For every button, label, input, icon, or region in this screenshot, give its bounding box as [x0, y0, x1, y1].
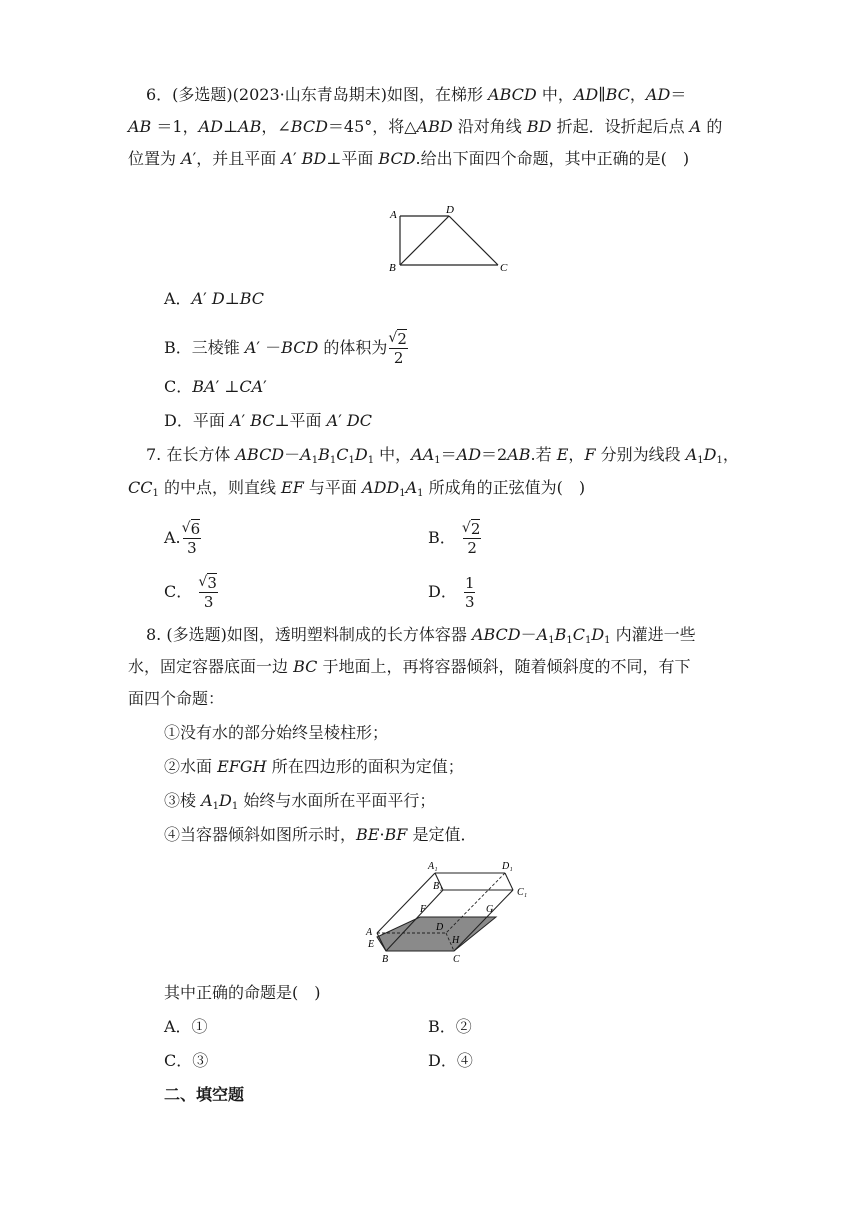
q8-question: 其中正确的命题是( )	[164, 983, 321, 1002]
q8-line-1: 8. (多选题)如图，透明塑料制成的长方体容器 $ABCD-A_1B_1C_1D_1$ 内灌进一些	[146, 625, 696, 646]
q8-proposition-4: ④当容器倾斜如图所示时，BE·BF 是定值．	[164, 825, 477, 844]
q8-fig-label-b1: B₁	[433, 881, 443, 892]
q6-option-c: C．BA′ ⊥CA′	[164, 377, 267, 396]
q8-fig-label-g: G	[486, 904, 494, 915]
q6-option-b-fraction: √ $\frac{2}{2}$	[389, 330, 408, 367]
q8-line-3: 面四个命题：	[128, 689, 225, 708]
q8-proposition-2: ②水面 EFGH 所在四边形的面积为定值；	[164, 757, 464, 776]
q7-option-a: A. √ $\frac{6}{3}$	[164, 520, 203, 557]
q8-fig-label-e: E	[368, 939, 375, 950]
q8-fig-label-a1: A₁	[428, 861, 438, 872]
q6-option-b: B．三棱锥 A′ －BCD 的体积为 √ $\frac{2}{2}$	[164, 330, 410, 367]
q8-fig-label-d: D	[436, 922, 444, 933]
q6-option-d: D．平面 A′ BC⊥平面 A′ DC	[164, 411, 372, 430]
q6-line-3: 位置为 A′，并且平面 A′ BD⊥平面 BCD.给出下面四个命题，其中正确的是( )	[128, 149, 690, 168]
q8-option-b: B．②	[428, 1017, 472, 1036]
q6-line-2: AB ＝1，AD⊥AB，∠BCD＝45°，将△ABD 沿对角线 BD 折起．设折起后点 A 的	[128, 117, 723, 136]
section-heading-fill-in: 二、填空题	[164, 1085, 245, 1104]
q7-option-c: C． √ $\frac{3}{3}$	[164, 574, 220, 611]
q8-container-figure	[360, 855, 540, 965]
q6-fig-label-d: D	[446, 204, 454, 216]
q7-line-2: $CC_1$ 的中点，则直线 EF 与平面 $ADD_1A_1$ 所成角的正弦值为( )	[128, 478, 586, 499]
q6-fig-label-c: C	[500, 262, 508, 274]
q8-option-c: C．③	[164, 1051, 209, 1070]
q6-fig-label-b: B	[389, 262, 396, 274]
q6-fig-label-a: A	[390, 209, 397, 221]
q8-option-a: A．①	[164, 1017, 208, 1036]
q6-trapezoid-figure	[380, 200, 520, 280]
q8-fig-label-c1: C₁	[517, 887, 528, 898]
q8-fig-label-h: H	[452, 935, 460, 946]
q7-option-b: B． √ $\frac{2}{2}$	[428, 520, 483, 557]
q7-line-1: 7. 在长方体 $ABCD-A_1B_1C_1D_1$ 中，$AA_1=AD=2AB$.若 E，F 分别为线段 $A_1D_1$，	[146, 445, 739, 466]
q8-line-2: 水，固定容器底面一边 BC 于地面上，再将容器倾斜，随着倾斜度的不同，有下	[128, 657, 691, 676]
q8-proposition-3: ③棱 $A_1D_1$ 始终与水面所在平面平行；	[164, 791, 436, 812]
q8-proposition-1: ①没有水的部分始终呈棱柱形；	[164, 723, 389, 742]
q7-option-d: D． $\frac{1}{3}$	[428, 574, 475, 611]
q6-line-1: 6．(多选题)(2023·山东青岛期末)如图，在梯形 ABCD 中，AD∥BC，AD＝	[146, 85, 687, 104]
q8-fig-label-a: A	[366, 927, 373, 938]
q6-option-a: A．A′ D⊥BC	[164, 289, 265, 308]
q8-fig-label-b: B	[382, 954, 389, 965]
q8-option-d: D．④	[428, 1051, 473, 1070]
q8-fig-label-f: F	[420, 904, 427, 915]
q8-fig-label-d1: D₁	[502, 861, 513, 872]
q8-fig-label-c: C	[453, 954, 460, 965]
